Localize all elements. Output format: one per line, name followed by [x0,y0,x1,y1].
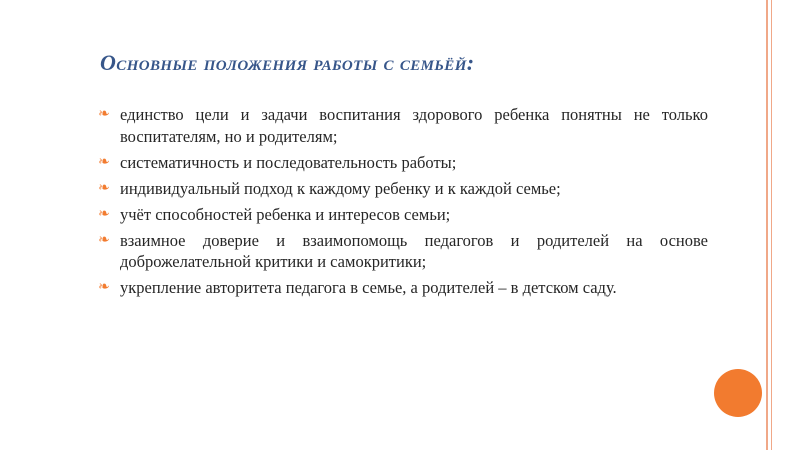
leaf-bullet-icon: ❧ [98,231,110,248]
leaf-bullet-icon: ❧ [98,205,110,222]
leaf-bullet-icon: ❧ [98,153,110,170]
list-item-text: взаимное доверие и взаимопомощь педагогов и родителей на основе доброжелательной критики и самокритики; [120,230,708,271]
decorative-border-line [771,0,772,450]
bullet-list [96,104,708,303]
list-item [96,230,708,273]
list-item-text: систематичность и последовательность работы; [120,152,457,172]
slide-title: Основные положения работы с семьёй: [100,50,475,75]
list-item [96,178,708,200]
leaf-bullet-icon: ❧ [98,179,110,196]
decorative-circle [714,369,762,417]
list-item-text: учёт способностей ребенка и интересов семьи; [120,204,451,224]
list-item-text: укрепление авторитета педагога в семье, а родителей – в детском саду. [120,278,617,297]
decorative-border-line [766,0,768,450]
list-item [96,277,708,299]
list-item-text: индивидуальный подход к каждому ребенку и к каждой семье; [120,178,561,198]
list-item [96,204,708,226]
list-item-text: единство цели и задачи воспитания здорового ребенка понятны не только воспитателям, но и родителям; [120,105,708,146]
list-item [96,152,708,174]
leaf-bullet-icon: ❧ [98,279,110,295]
leaf-bullet-icon: ❧ [98,106,110,122]
list-item [96,104,708,147]
